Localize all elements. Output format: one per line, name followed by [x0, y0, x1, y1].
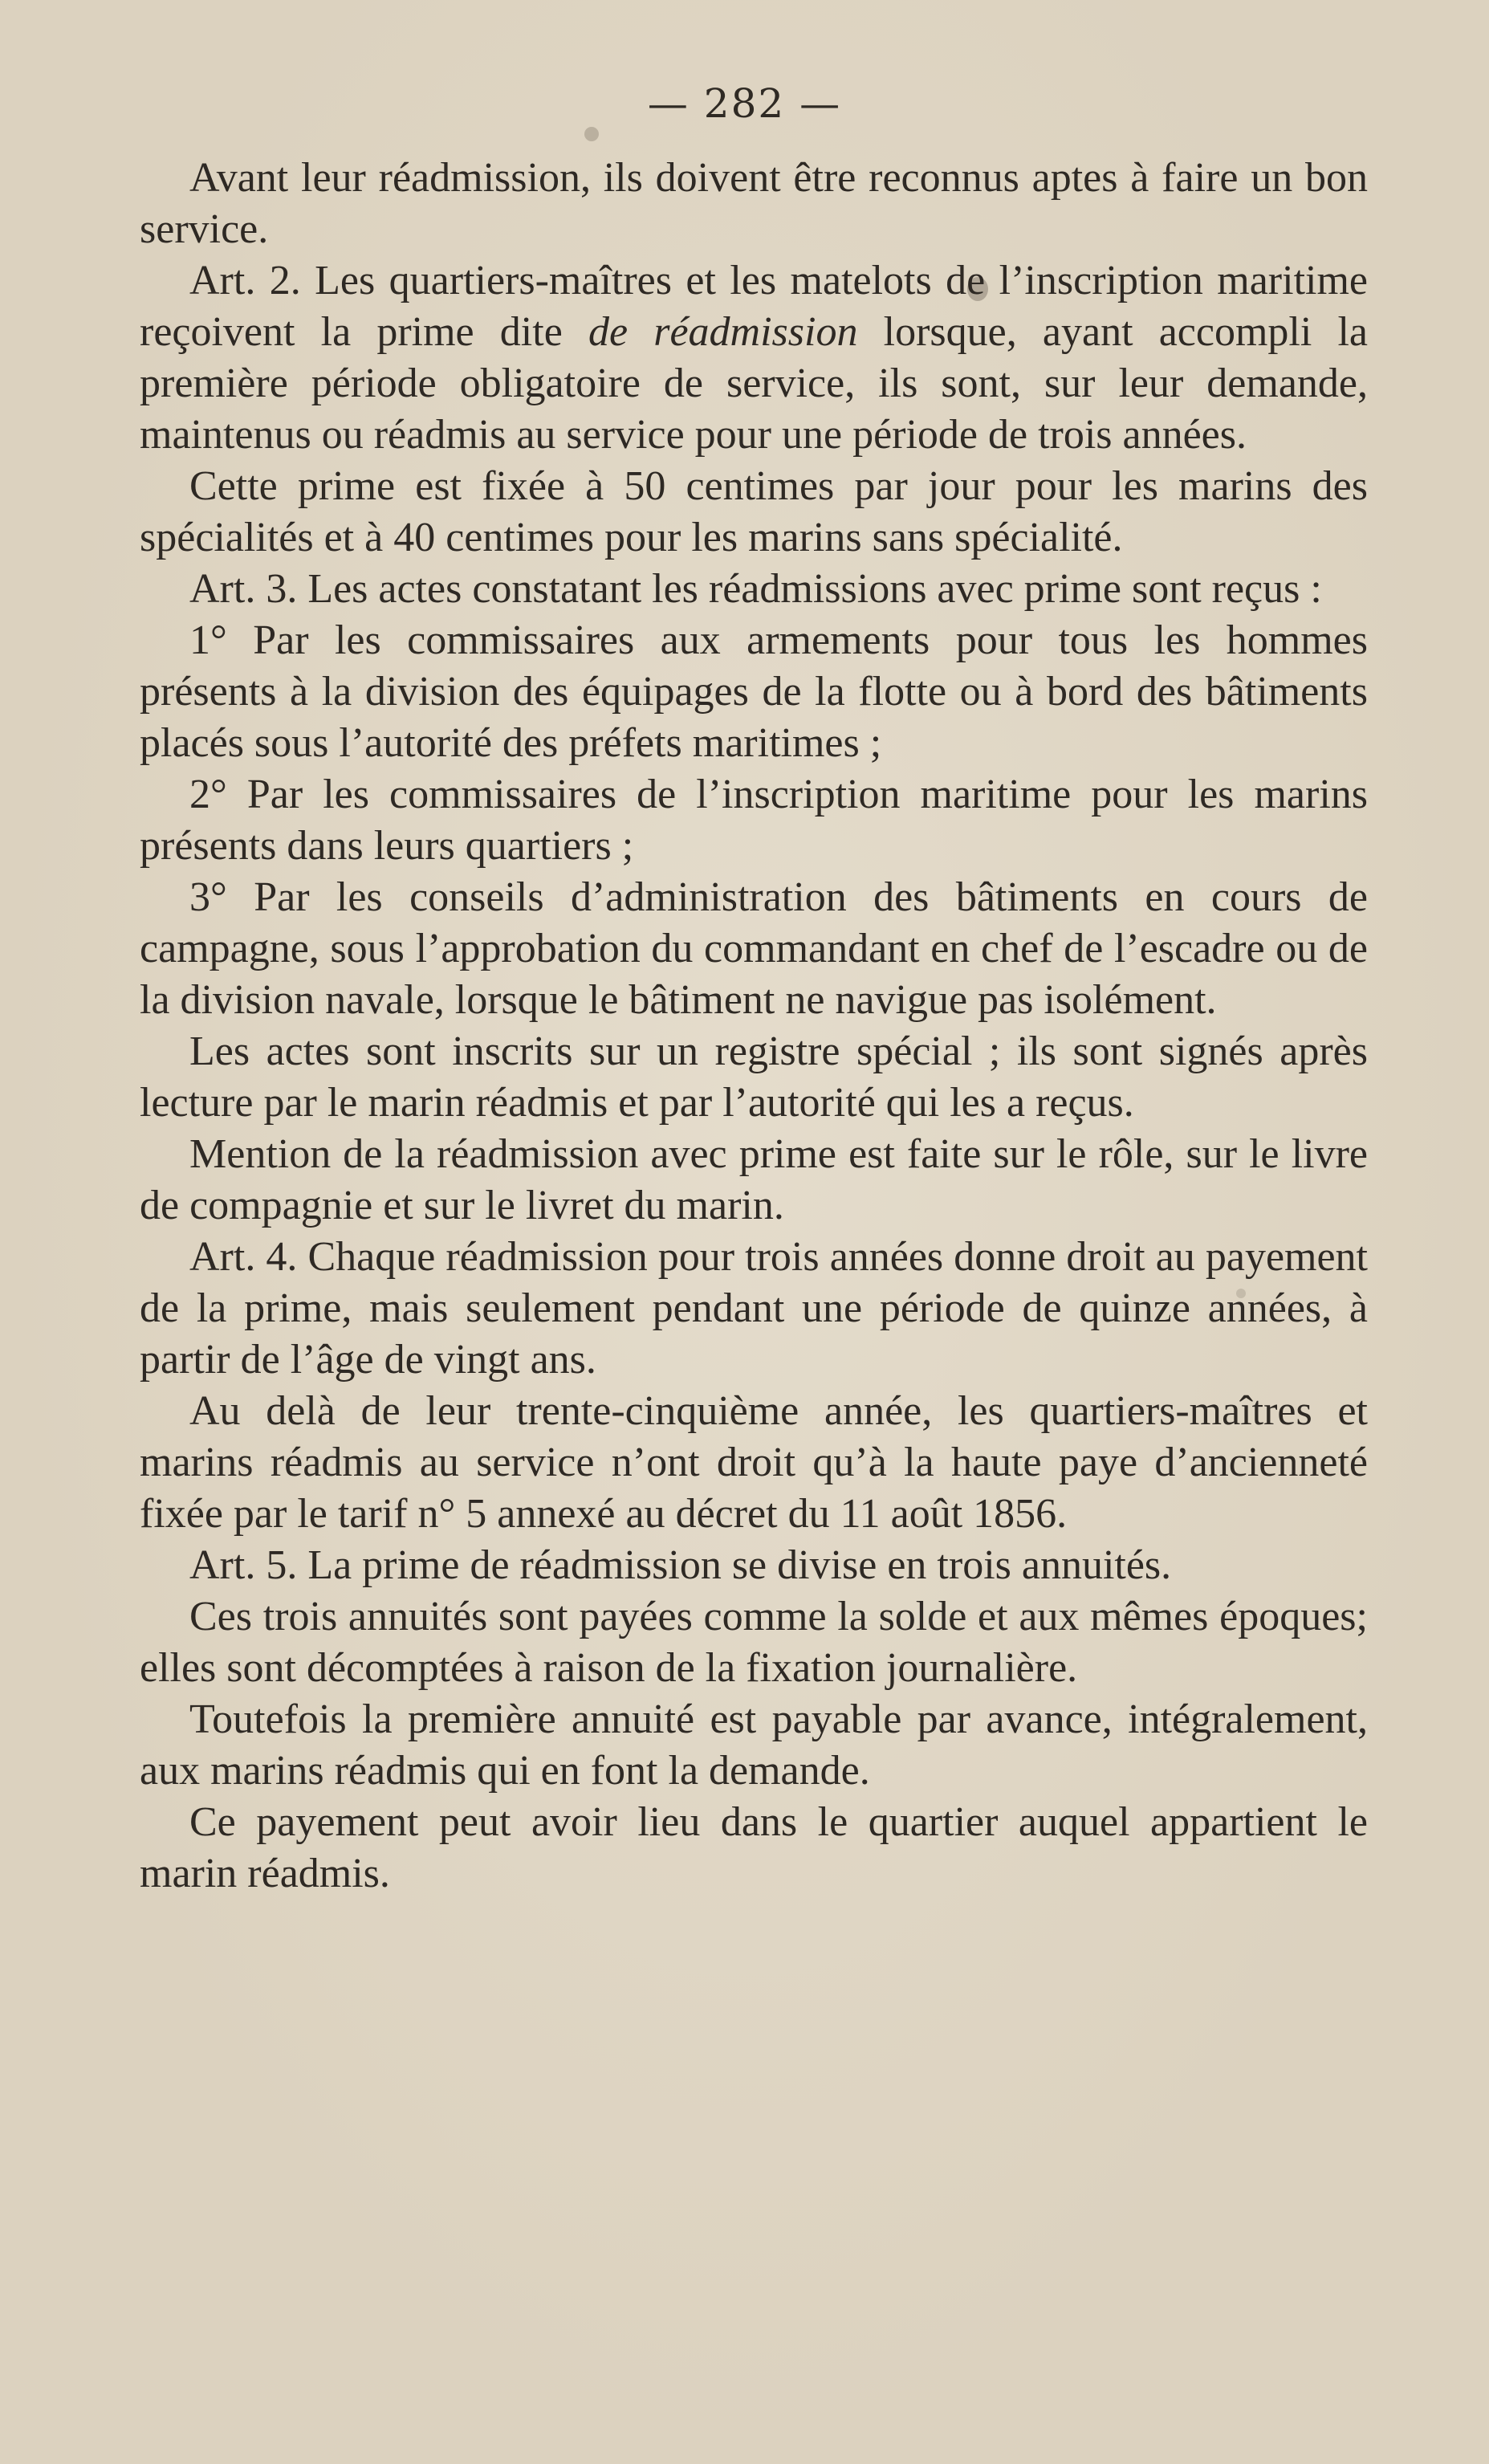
body-text [140, 153, 1368, 1900]
italic-term: de réadmission [588, 309, 858, 355]
paragraph-article-4: Art. 4. Chaque réadmission pour trois années donne droit au payement de la prime, mais seulement pendant une période de quinze années, à partir de l’âge de vingt ans. [140, 1234, 1368, 1383]
paragraph: Les actes sont inscrits sur un registre spécial ; ils sont signés après lecture par le marin réadmis et par l’autorité qui les a reçus. [140, 1028, 1368, 1126]
paragraph: Avant leur réadmission, ils doivent être reconnus aptes à faire un bon service. [140, 155, 1368, 252]
paragraph: Ce payement peut avoir lieu dans le quartier auquel appartient le marin réadmis. [140, 1799, 1368, 1896]
ink-spot [584, 127, 599, 141]
paragraph: Cette prime est fixée à 50 centimes par jour pour les marins des spécialités et à 40 centimes pour les marins sans spécialité. [140, 463, 1368, 560]
paragraph-article-3: Art. 3. Les actes constatant les réadmissions avec prime sont reçus : [189, 566, 1322, 612]
paragraph-item-3: 3° Par les conseils d’administration des bâtiments en cours de campagne, sous l’approbation du commandant en chef de l’escadre ou de la division navale, lorsque le bâtiment ne navigue pas isolément. [140, 874, 1368, 1023]
text-run: Art. 2. Les quartiers-maîtres et les matelots de l’inscription maritime reçoivent la prime dite [140, 258, 1368, 355]
paragraph: Mention de la réadmission avec prime est faite sur le rôle, sur le livre de compagnie et sur le livret du marin. [140, 1131, 1368, 1228]
paragraph-item-2: 2° Par les commissaires de l’inscription maritime pour les marins présents dans leurs quartiers ; [140, 772, 1368, 869]
paragraph: Ces trois annuités sont payées comme la solde et aux mêmes époques; elles sont décomptées à raison de la fixation journalière. [140, 1594, 1368, 1691]
paragraph: Au delà de leur trente-cinquième année, les quartiers-maîtres et marins réadmis au service n’ont droit qu’à la haute paye d’ancienneté fixée par le tarif n° 5 annexé au décret du 11 août 1856. [140, 1388, 1368, 1537]
text-run: lorsque, ayant accompli la première période obligatoire de service, ils sont, sur leur demande, maintenus ou réadmis au service pour une période de trois années. [140, 309, 1368, 458]
paragraph-item-1: 1° Par les commissaires aux armements pour tous les hommes présents à la division des équipages de la flotte ou à bord des bâtiments placés sous l’autorité des préfets maritimes ; [140, 617, 1368, 766]
page-number: — 282 — [647, 80, 842, 127]
paragraph-article-2 [140, 255, 1368, 461]
paragraph: Toutefois la première annuité est payable par avance, intégralement, aux marins réadmis qui en font la demande. [140, 1696, 1368, 1794]
paragraph-article-5: Art. 5. La prime de réadmission se divise en trois annuités. [189, 1542, 1172, 1588]
